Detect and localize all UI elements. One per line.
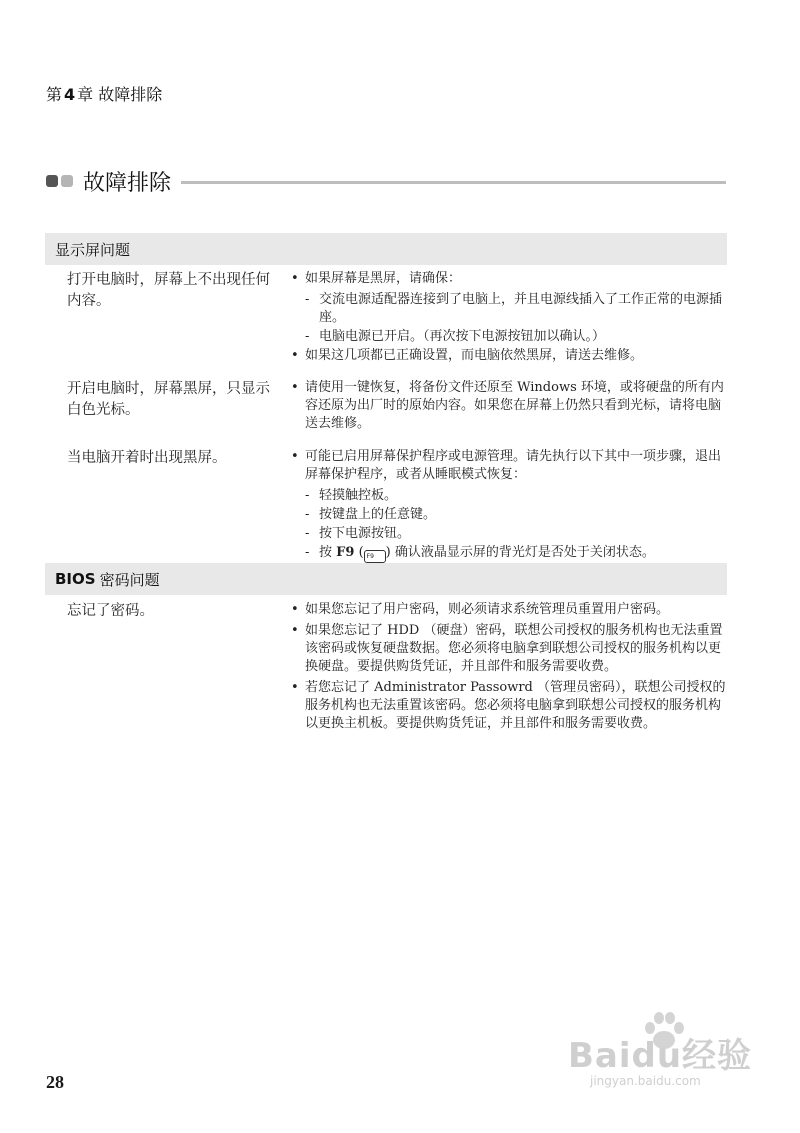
watermark-brand: Baidu经验 xyxy=(568,1036,753,1076)
solution-list xyxy=(291,601,727,736)
solution-list xyxy=(291,270,727,368)
solution-step: - 按下电源按钮。 xyxy=(291,525,727,543)
paren-open: ( xyxy=(358,545,364,560)
solution-bullet: • 如果您忘记了 HDD （硬盘）密码，联想公司授权的服务机构也无法重置该密码或恢复硬盘数据。您必须将电脑拿到联想公司授权的服务机构以更换硬盘。要提供购货凭证，并且部件和服务需要收费。 xyxy=(291,622,727,676)
problem-text: 打开电脑时，屏幕上不出现任何内容。 xyxy=(67,272,270,309)
solution-bullet: • 可能已启用屏幕保护程序或电源管理。请先执行以下其中一项步骤，退出屏幕保护程序，或者从睡眠模式恢复： xyxy=(291,448,727,484)
square-bullet-icon xyxy=(46,175,58,187)
f9-key-label: F9 xyxy=(336,545,355,560)
solution-step: - 轻摸触控板。 xyxy=(291,487,727,505)
solution-list xyxy=(291,379,727,436)
solution-list xyxy=(291,448,727,564)
solution-step: - 交流电源适配器连接到了电脑上，并且电源线插入了工作正常的电源插座。 xyxy=(291,291,727,327)
step-text: 按 xyxy=(319,545,333,560)
group-heading-bold: BIOS xyxy=(55,570,96,588)
group-heading-text: 密码问题 xyxy=(99,570,160,589)
chapter-title: 章 故障排除 xyxy=(77,85,163,104)
solution-bullet: • 若您忘记了 Administrator Passowrd （管理员密码），联想公司授权的服务机构也无法重置该密码。您必须将电脑拿到联想公司授权的服务机构以更换主机板。要提供购货凭证，并且部件和服务需要收费。 xyxy=(291,679,727,733)
f9-keycap-icon: F9 xyxy=(364,550,386,563)
section-title-text: 故障排除 xyxy=(83,170,172,196)
watermark-url: jingyan.baidu.com xyxy=(590,1074,701,1088)
group-heading-text: 显示屏问题 xyxy=(55,240,131,259)
problem-text: 当电脑开着时出现黑屏。 xyxy=(67,450,227,466)
solution-step: - 电脑电源已开启。（再次按下电源按钮加以确认。） xyxy=(291,328,727,346)
chapter-number: 4 xyxy=(64,85,76,104)
paren-close: ) xyxy=(385,545,391,560)
solution-bullet: • 如果您忘记了用户密码，则必须请求系统管理员重置用户密码。 xyxy=(291,601,727,619)
solution-bullet: • 如果这几项都已正确设置，而电脑依然黑屏，请送去维修。 xyxy=(291,347,727,365)
group-heading-bios xyxy=(45,563,727,595)
step-text: 确认液晶显示屏的背光灯是否处于关闭状态。 xyxy=(394,545,655,560)
solution-bullet: • 如果屏幕是黑屏，请确保： xyxy=(291,270,727,288)
solution-bullet: • 请使用一键恢复，将备份文件还原至 Windows 环境，或将硬盘的所有内容还原为出厂时的原始内容。如果您在屏幕上仍然只看到光标，请将电脑送去维修。 xyxy=(291,379,727,433)
solution-step-f9 xyxy=(291,544,727,563)
watermark xyxy=(568,1010,768,1100)
page-number: 28 xyxy=(46,1072,64,1092)
chapter-header xyxy=(46,82,162,105)
chapter-prefix: 第 xyxy=(46,85,63,104)
section-title xyxy=(46,164,726,198)
solution-step: - 按键盘上的任意键。 xyxy=(291,506,727,524)
problem-text: 开启电脑时，屏幕黑屏，只显示白色光标。 xyxy=(67,381,270,418)
square-bullet-icon xyxy=(61,175,73,187)
problem-text: 忘记了密码。 xyxy=(67,603,154,619)
group-heading-display xyxy=(45,233,727,265)
section-rule xyxy=(181,181,726,184)
